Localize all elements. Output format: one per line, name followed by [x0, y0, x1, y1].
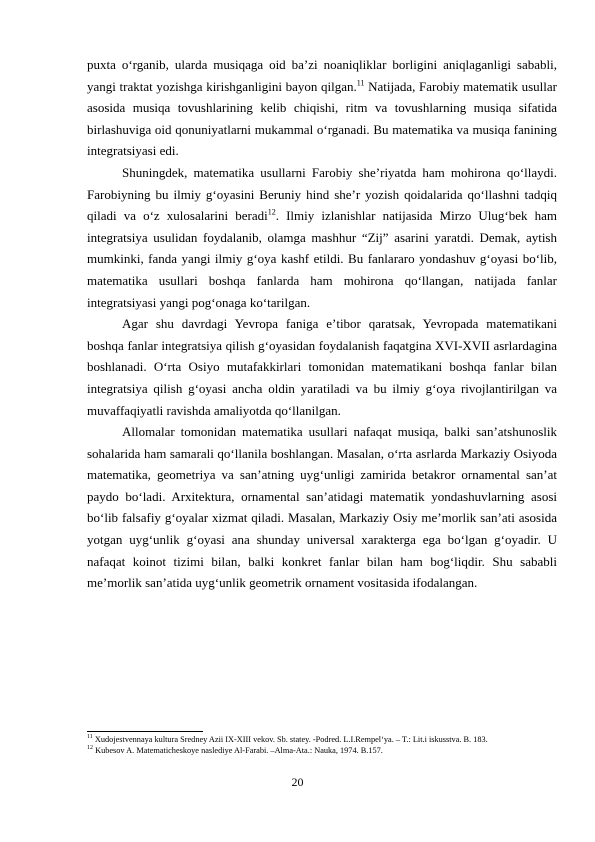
footnote-ref-11[interactable]: 11 — [356, 78, 365, 88]
footnote-separator — [87, 731, 203, 732]
paragraph-2 — [87, 162, 557, 313]
footnote-number: 12 — [87, 744, 93, 751]
footnote-12 — [87, 746, 557, 757]
footnotes — [87, 735, 557, 756]
paragraph-1-text-b: Natijada, Farobiy matematik usullar asosida musiqa tovushlarining kelib chiqishi, ritm va tovushlarning musiqa sifatida birlashuviga oid qonuniyatlarni mukammal oʻrganadi. Bu matematika va musiqa fanining integratsiyasi edi. — [87, 78, 557, 159]
paragraph-4: Allomalar tomonidan matematika usullari nafaqat musiqa, balki sanʼatshunoslik sohalarida ham samarali qoʻllanila boshlangan. Masalan, oʻrta asrlarda Markaziy Osiyoda matematika, geometriya va sanʼatning uygʻunligi zamirida betakror ornamental sanʼat paydo boʻladi. Arxitektura, ornamental sanʼatidagi matematik yondashuvlarning asosi boʻlib falsafiy gʻoyalar xizmat qiladi. Masalan, Markaziy Osiy meʼmorlik sanʼati asosida yotgan uygʻunlik gʻoyasi ana shunday universal xarakterga ega boʻlgan gʻoyadir. U nafaqat koinot tizimi bilan, balki konkret fanlar bilan ham bogʻliqdir. Shu sababli meʼmorlik sanʼatida uygʻunlik geometrik ornament vositasida ifodalangan. — [87, 424, 557, 591]
page-number: 20 — [291, 775, 304, 789]
paragraph-2-text-b: . Ilmiy izlanishlar natijasida Mirzo Ulugʻbek ham integratsiya usulidan foydalanib, olamga mashhur “Zij” asarini yaratdi. Demak, aytish mumkinki, fanda yangi ilmiy gʻoya kashf etildi. Bu fanlararo yondashuv gʻoyasi boʻlib, matematika usullari boshqa fanlarda ham mohirona qoʻllangan, natijada fanlar integratsiyasi yangi pogʻonaga koʻtarilgan. — [87, 208, 557, 310]
paragraph-1 — [87, 54, 557, 162]
footnote-text: Kubesov A. Matematicheskoye naslediye Al-Farabi. –Alma-Ata.: Nauka, 1974. B.157. — [93, 745, 383, 755]
page-body — [87, 54, 557, 594]
paragraph-2-text-a: Shuningdek, matematika usullarni Farobiy sheʼriyatda ham mohirona qoʻllaydi. Farobiyning bu ilmiy gʻoyasini Beruniy hind sheʼr yozish qoidalarida qoʻllashni tadqiq qiladi va oʻz xulosalarini beradi — [87, 164, 557, 224]
footnote-11 — [87, 735, 557, 746]
footnote-number: 11 — [87, 734, 93, 741]
footnote-ref-12[interactable]: 12 — [267, 207, 276, 217]
footnote-text: Xudojestvennaya kultura Sredney Azii IX-XIII vekov. Sb. statey. -Podred. L.I.Rempelʻya. – T.: Lit.i iskusstva. B. 183. — [92, 735, 488, 744]
paragraph-3: Agar shu davrdagi Yevropa faniga eʼtibor qaratsak, Yevropada matematikani boshqa fanlar integratsiya qilish gʻoyasidan foydalanish faqatgina XVI-XVII asrlardagina boshlanadi. Oʻrta Osiyo mutafakkirlari tomonidan matematikani boshqa fanlar bilan integratsiya qilish gʻoyasi ancha oldin yaratiladi va bu ilmiy gʻoya rivojlantirilgan va muvaffaqiyatli ravishda amaliyotda qoʻllanilgan. — [87, 316, 557, 418]
paragraph-1-text-a: puxta oʻrganib, ularda musiqaga oid baʼzi noaniqliklar borligini aniqlaganligi sababli, yangi traktat yozishga kirishganligini bayon qilgan. — [87, 57, 557, 94]
